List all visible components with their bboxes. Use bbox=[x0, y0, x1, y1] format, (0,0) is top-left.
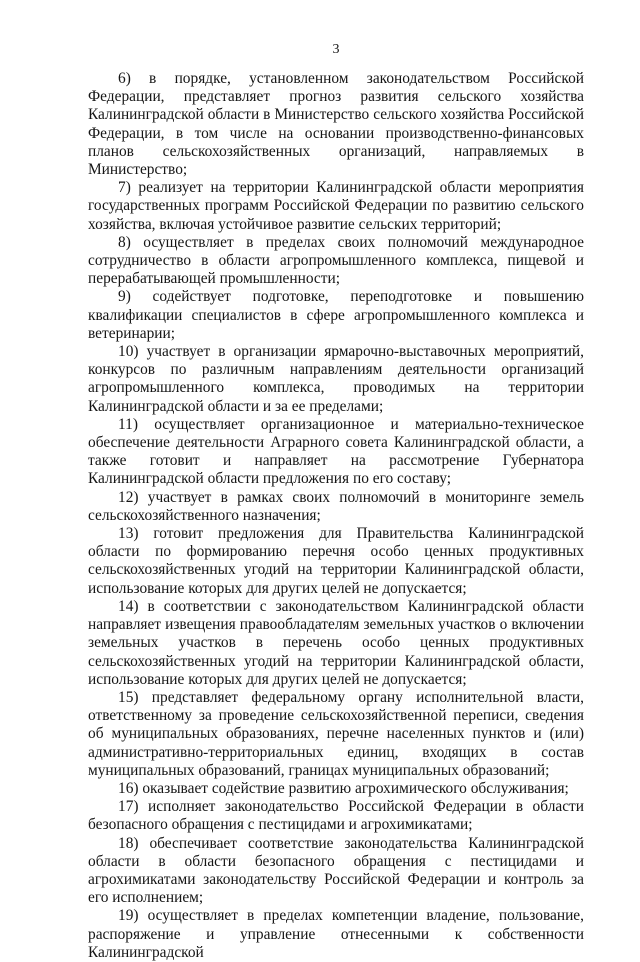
page-number: 3 bbox=[332, 42, 340, 57]
paragraph-item-14: 14) в соответствии с законодательством Калининградской области направляет извещения правообладателям земельных участков о включении земельных участков в перечень особо ценных продуктивных сельскохозяйственных угодий на территории Калининградской области, использование которых для других целей не допускается; bbox=[88, 597, 584, 688]
paragraph-item-8: 8) осуществляет в пределах своих полномочий международное сотрудничество в области агропромышленного комплекса, пищевой и перерабатывающей промышленности; bbox=[88, 233, 584, 288]
paragraph-item-19: 19) осуществляет в пределах компетенции владение, пользование, распоряжение и управление отнесенными к собственности Калининградской bbox=[88, 907, 584, 961]
document-body bbox=[88, 70, 584, 962]
paragraph-item-9: 9) содействует подготовке, переподготовке и повышению квалификации специалистов в сфере агропромышленного комплекса и ветеринарии; bbox=[88, 288, 584, 342]
paragraph-item-17: 17) исполняет законодательство Российской Федерации в области безопасного обращения с пестицидами и агрохимикатами; bbox=[88, 798, 584, 834]
paragraph-item-7: 7) реализует на территории Калининградской области мероприятия государственных программ Российской Федерации по развитию сельского хозяйства, включая устойчивое развитие сельских территорий; bbox=[88, 179, 584, 233]
paragraph-item-10: 10) участвует в организации ярмарочно-выставочных мероприятий, конкурсов по различным направлениям деятельности организаций агропромышленного комплекса, проводимых на территории Калининградской области и за ее пределами; bbox=[88, 343, 584, 415]
paragraph-item-18: 18) обеспечивает соответствие законодательства Калининградской области в области безопасного обращения с пестицидами и агрохимикатами законодательству Российской Федерации и контроль за его исполнением; bbox=[88, 834, 584, 907]
paragraph-item-16: 16) оказывает содействие развитию агрохимического обслуживания; bbox=[118, 779, 569, 797]
paragraph-item-11: 11) осуществляет организационное и материально-техническое обеспечение деятельности Аграрного совета Калининградской области, а также готовит и направляет на рассмотрение Губернатора Калининградской области предложения по его составу; bbox=[88, 415, 584, 488]
paragraph-item-13: 13) готовит предложения для Правительства Калининградской области по формированию перечня особо ценных продуктивных сельскохозяйственных угодий на территории Калининградской области, использование которых для других целей не допускается; bbox=[88, 525, 584, 597]
paragraph-item-12: 12) участвует в рамках своих полномочий в мониторинге земель сельскохозяйственного назначения; bbox=[88, 488, 584, 524]
paragraph-item-6: 6) в порядке, установленном законодательством Российской Федерации, представляет прогноз развития сельского хозяйства Калининградской области в Министерство сельского хозяйства Российской Федерации, в том числе на основании производственно-финансовых планов сельскохозяйственных организаций, направляемых в Министерство; bbox=[88, 70, 584, 179]
paragraph-item-15: 15) представляет федеральному органу исполнительной власти, ответственному за проведение сельскохозяйственной переписи, сведения об муниципальных образованиях, перечне населенных пунктов и (или) административно-территориальных единиц, входящих в состав муниципальных образований, границах муниципальных образований; bbox=[88, 688, 584, 779]
